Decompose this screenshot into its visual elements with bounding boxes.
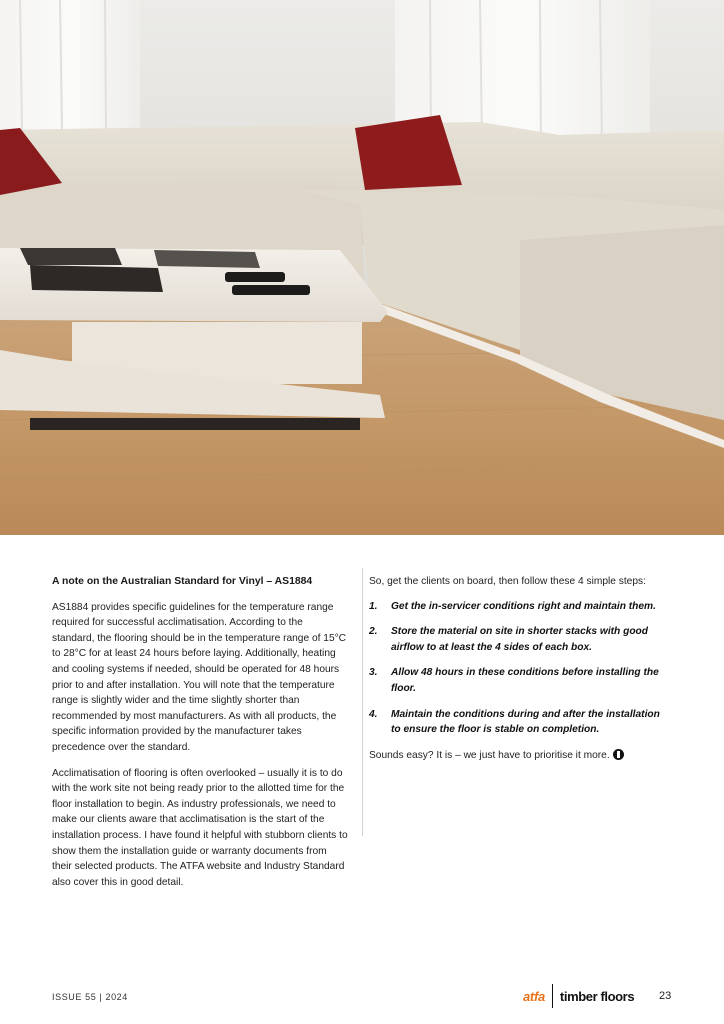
steps-intro: So, get the clients on board, then follow these 4 simple steps: [369, 576, 646, 587]
step-item [369, 665, 669, 696]
step-number: 2. [369, 626, 378, 638]
book-stack [30, 265, 163, 292]
step-text: Allow 48 hours in these conditions before installing the floor. [391, 667, 659, 694]
article-heading: A note on the Australian Standard for Vinyl – AS1884 [52, 576, 313, 587]
remote-control-1 [225, 272, 285, 282]
issue-label: ISSUE 55 | 2024 [52, 992, 128, 1002]
step-text: Store the material on site in shorter stacks with good airflow to at least the 4 sides of each box. [391, 626, 649, 653]
page-number: 23 [659, 990, 672, 1002]
step-item [369, 599, 669, 615]
closing-text: Sounds easy? It is – we just have to prioritise it more. [369, 749, 610, 761]
steps-list [369, 599, 669, 738]
step-number: 3. [369, 667, 378, 679]
step-number: 4. [369, 708, 378, 720]
step-item [369, 707, 669, 738]
closing-line [369, 748, 669, 764]
paragraph-acclimatisation: Acclimatisation of flooring is often overlooked – usually it is to do with the work site not being ready prior to the allotted time for the floor installation to begin. As industry professionals, we need to make our clients aware that acclimatisation is the start of the installation process. I have found it helpful with stubborn clients to show them the installation guide or warranty documents from their selected products. The ATFA website and Industry Standard also cover this in good detail. [52, 767, 348, 888]
paragraph-standard: AS1884 provides specific guidelines for the temperature range required for successful acclimatisation. According to the standard, the flooring should be in the temperature range of 15°C to 28°C for at least 24 hours before laying. Additionally, heating and cooling systems if needed, should be operated for 48 hours prior to and after installation. You will note that the temperature range is slightly wider and the time slightly shorter than recommended by most manufacturers. As with all products, the specific information provided by the manufacturer takes precedence over the standard. [52, 601, 347, 753]
coffee-table-shadow [30, 418, 360, 430]
step-number: 1. [369, 600, 378, 612]
atfa-logo-text: atfa [523, 988, 545, 1004]
logo-divider [552, 984, 553, 1008]
article-column-left [52, 574, 348, 900]
remote-control-2 [232, 285, 310, 295]
column-divider [362, 568, 363, 836]
step-text: Maintain the conditions during and after the installation to ensure the floor is stable on completion. [391, 708, 660, 736]
tray [154, 250, 260, 268]
step-text: Get the in-servicer conditions right and maintain them. [391, 600, 656, 612]
step-item [369, 624, 669, 655]
timber-floors-logo-text: timber floors [559, 988, 635, 1004]
magazine-logo [523, 987, 634, 1005]
book-top [20, 248, 122, 265]
article-end-mark-icon [613, 749, 624, 760]
article-column-right [369, 574, 669, 772]
